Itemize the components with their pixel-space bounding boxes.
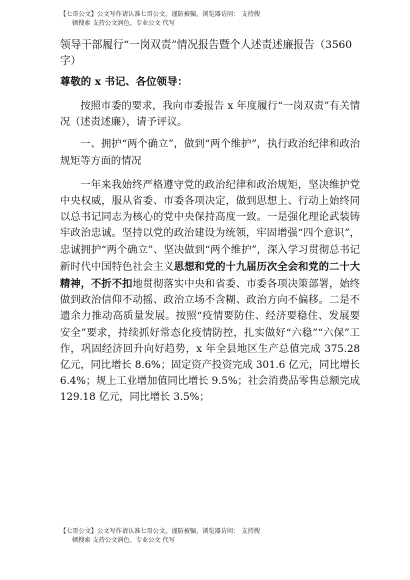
footer-note-line-2: 顿搜索 支持公文润色、专业公文 代写	[72, 537, 175, 544]
document-title: 领导干部履行“一岗双责”情况报告暨个人述责述廉报告（3560 字）	[60, 39, 353, 67]
header-note-line-2: 顿搜索 支持公文润色、专业公文 代写	[72, 20, 175, 27]
header-watermark-note	[60, 10, 360, 28]
document-body	[60, 99, 360, 413]
paragraph-main-part-2: 地贯彻落实中央和省委、市委各项决策部署，始终做到政治信仰不动摇、政治立场不含糊、政治方向不偏移。二是不遗余力推动高质量发展。按照“疫情要防住、经济要稳住、发展要安全”要求，持续抓好常态化疫情防控，扎实做好“六稳”“六保”工作，巩固经济回升向好趋势，x 年全县地区生产总值完成 375.28 亿元，同比增长 8.6%；固定资产投资完成 301.6 亿元，同比增长 6.4%；规上工业增加值同比增长 9.5%；社会消费品零售总额完成 129.18 亿元，同比增长 3.5%；	[60, 279, 360, 404]
header-note-line-1: 【七哥公文】公文写作请认准七哥公文，谨防被骗，浏览器访问： 支持搜	[60, 11, 260, 18]
paragraph-main	[60, 178, 360, 407]
paragraph-main-part-1: 一年来我始终严格遵守党的政治纪律和政治规矩，坚决维护党中央权威，服从省委、市委各项决定，做到思想上、行动上始终同以总书记同志为核心的党中央保持高度一致。一是强化理论武装铸牢政治忠诚。坚持以党的政治建设为统领，牢固增强“四个意识”，忠诚拥护“两个确立”、坚决做到“两个维护”，深入学习贯彻总书记新时代中国特色社会主义	[60, 179, 360, 273]
footer-note-line-1: 【七哥公文】公文写作请认准七哥公文，谨防被骗，浏览器访问： 支持搜	[60, 528, 260, 535]
footer-watermark-note	[60, 527, 360, 545]
paragraph-main-emphasis: 思想和党的十九届历次全会和党的二十大精神，不折不扣	[60, 260, 361, 291]
paragraph-intro: 按照市委的要求，我向市委报告 x 年度履行“一岗双责”有关情况（述责述廉），请予评议。	[60, 101, 360, 129]
salutation: 尊敬的 x 书记、各位领导：	[60, 76, 188, 88]
section-heading-1: 一、拥护“两个确立”，做到“两个维护”，执行政治纪律和政治规矩等方面的情况	[60, 139, 360, 167]
